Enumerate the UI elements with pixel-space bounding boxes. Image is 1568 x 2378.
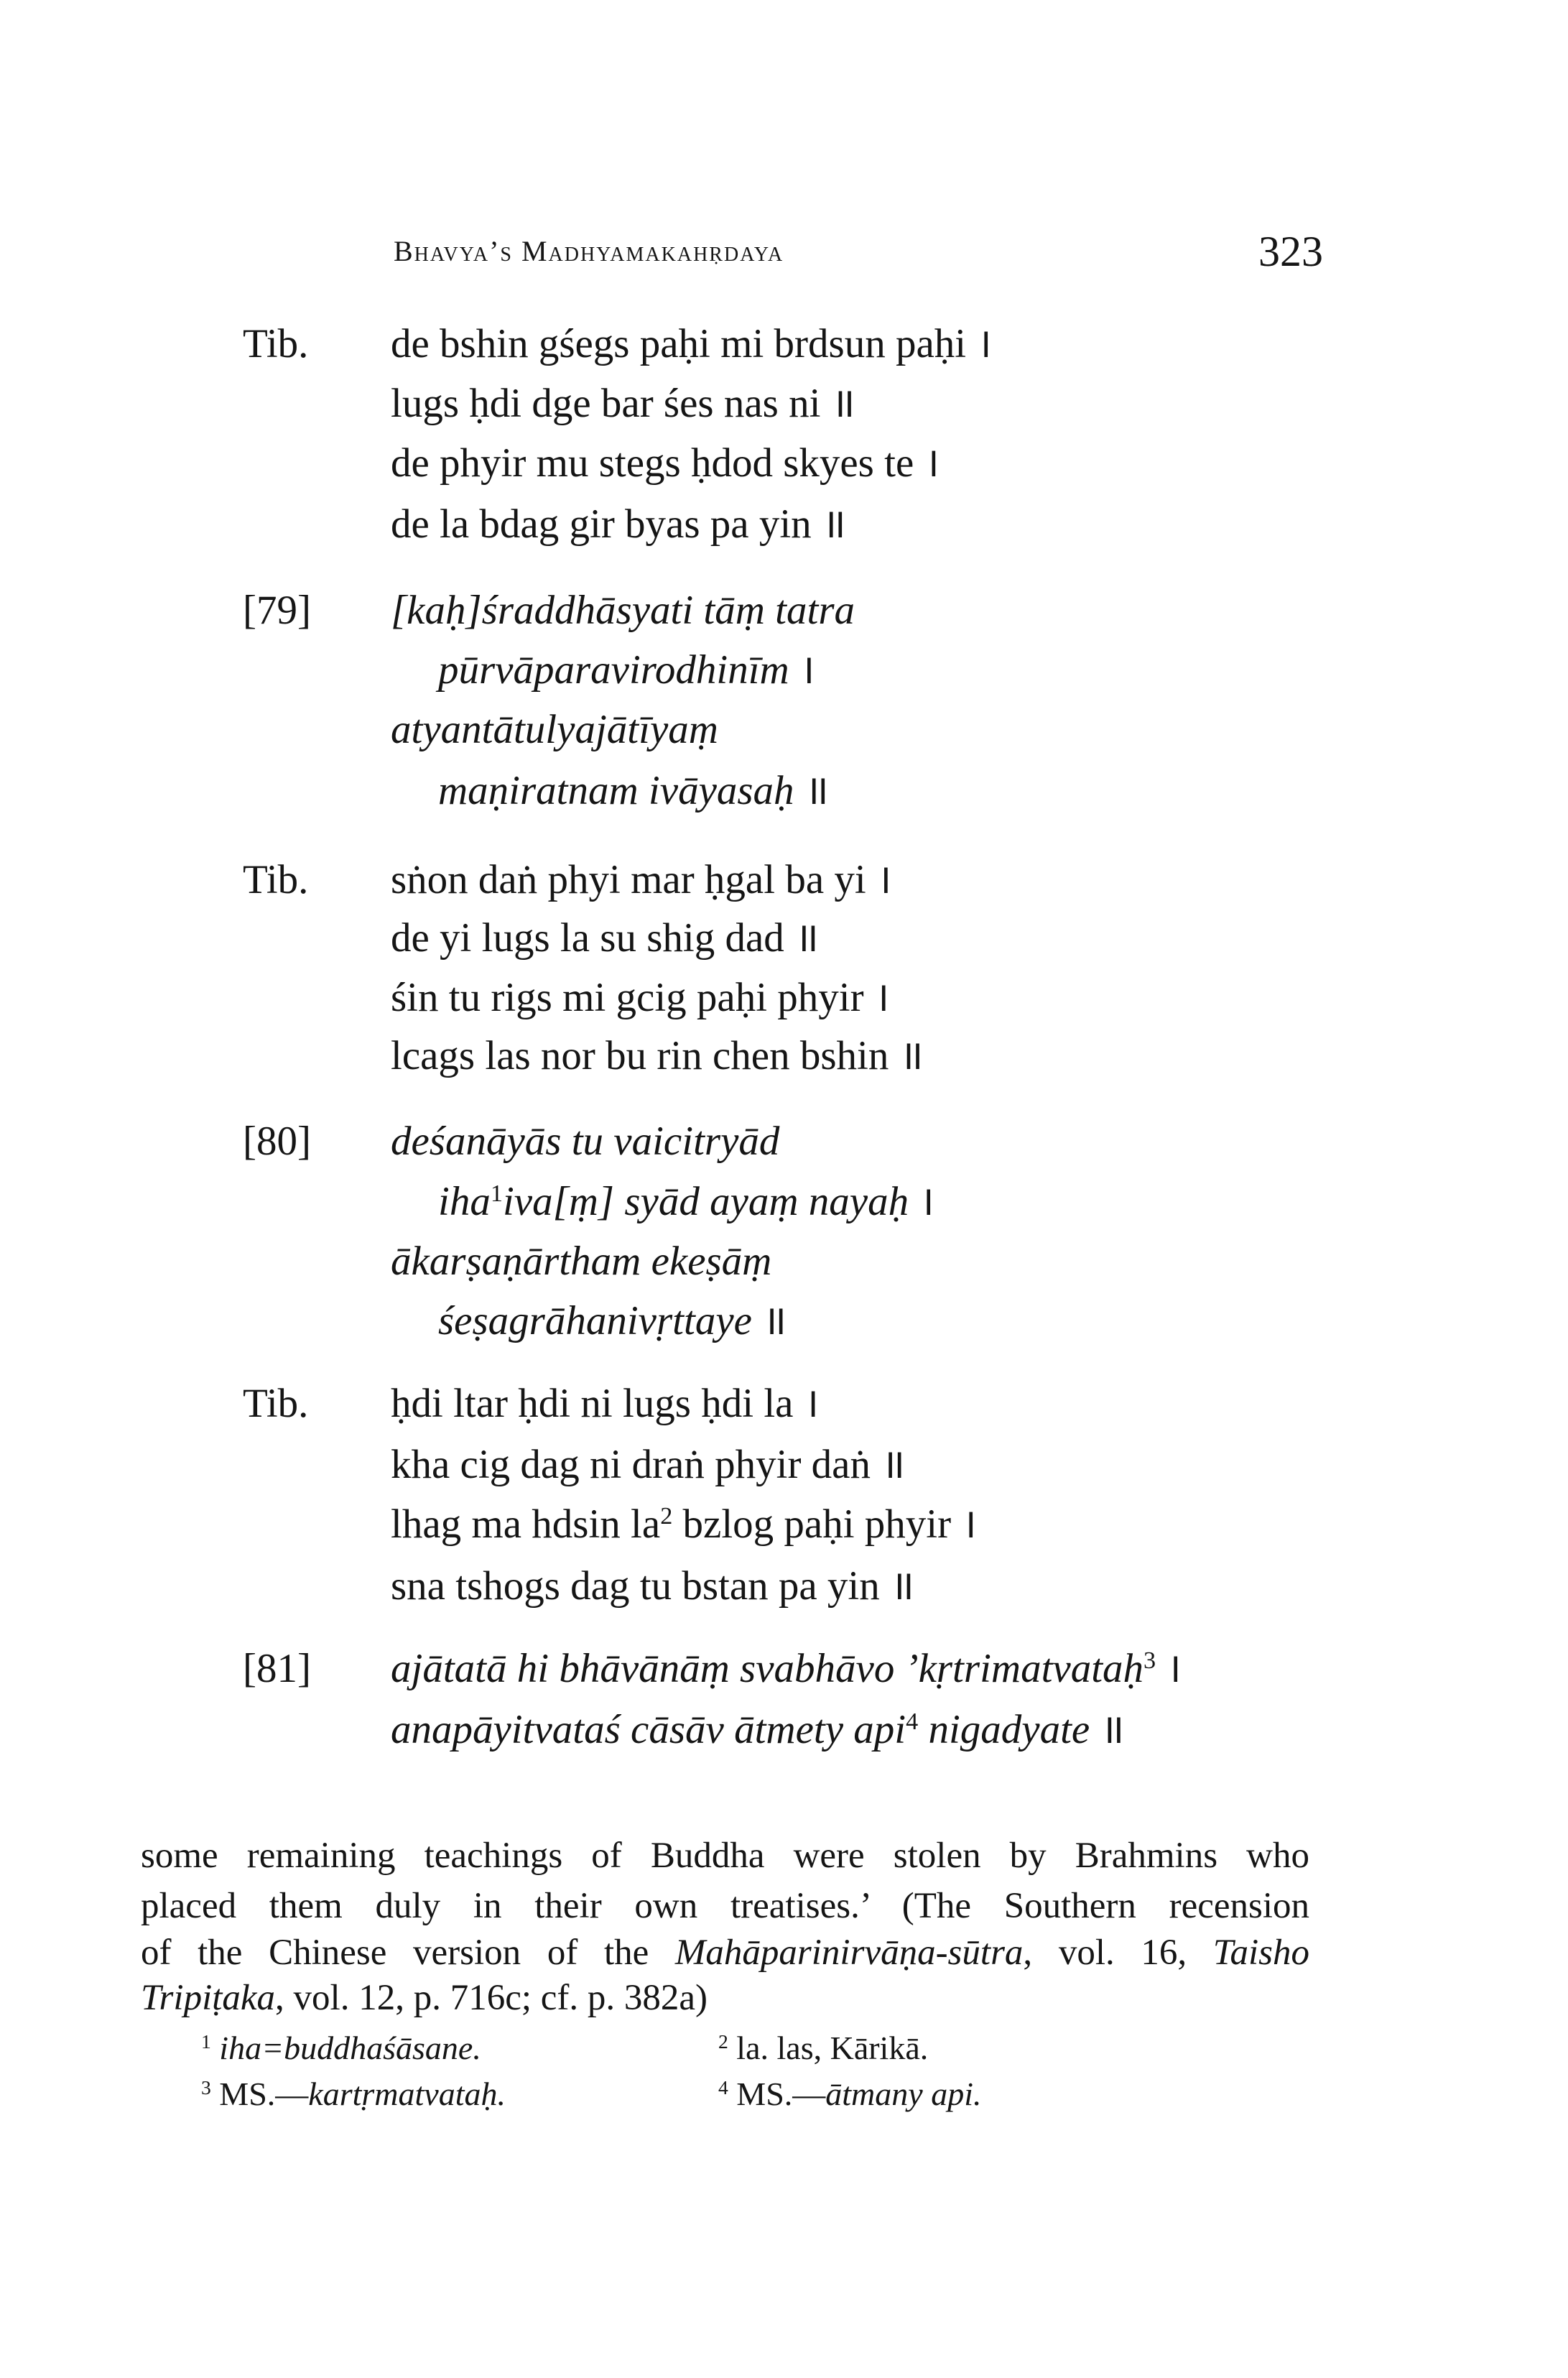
text-run: ।	[909, 1179, 934, 1224]
page-number: 323	[1258, 228, 1323, 275]
text-run: de la bdag gir byas pa yin ॥	[391, 501, 847, 547]
verse-number: [80]	[243, 1119, 311, 1164]
text-run: ।	[789, 647, 815, 693]
text-run: kha cig dag ni draṅ phyir daṅ ॥	[391, 1442, 906, 1487]
verse-line	[391, 1563, 915, 1609]
footnote-ref: 2	[718, 2030, 728, 2053]
text-run: la. las, Kārikā.	[728, 2030, 929, 2066]
footnote-ref: 1	[201, 2030, 211, 2053]
verse-line	[391, 440, 940, 486]
footnote	[201, 2078, 506, 2111]
text-run: deśanāyās tu vaicitryād	[391, 1119, 780, 1164]
text-run: ॥	[751, 1298, 787, 1343]
running-title: Bhavya’s Madhyamakahṛdaya	[394, 235, 784, 267]
verse-line	[391, 859, 892, 900]
text-run: iha=buddhaśāsane.	[219, 2030, 481, 2066]
text-run: Taisho	[1212, 1933, 1309, 1973]
tibetan-label: Tib.	[243, 1381, 309, 1426]
verse-line	[438, 1300, 787, 1341]
text-run: ।	[1156, 1646, 1182, 1691]
text-run: sṅon daṅ phyi mar ḥgal ba yi ।	[391, 857, 892, 902]
footnote-ref: 3	[1143, 1647, 1156, 1675]
text-run: of the Chinese version of the	[141, 1933, 675, 1973]
verse-line	[391, 501, 847, 547]
text-run: ākarṣaṇārtham ekeṣāṃ	[391, 1239, 772, 1284]
verse-line	[391, 1121, 779, 1162]
verse-line	[391, 323, 992, 364]
text-run: kartṛmatvataḥ.	[308, 2076, 506, 2112]
footnote-ref: 3	[201, 2076, 211, 2099]
text-run: Mahāparinirvāṇa-sūtra	[674, 1933, 1024, 1973]
verse-line	[391, 1504, 977, 1545]
text-run: ātmany api.	[825, 2076, 982, 2112]
verse-number: [79]	[243, 588, 311, 633]
text-run: MS.—	[728, 2076, 826, 2112]
footnote-prose-line	[141, 1838, 1309, 1874]
text-run: nigadyate	[918, 1707, 1090, 1752]
text-run: de bshin gśegs paḥi mi brdsun paḥi ।	[391, 321, 992, 366]
tibetan-label: Tib.	[243, 857, 309, 902]
verse-line	[391, 1444, 905, 1485]
verse-line	[391, 1035, 924, 1076]
verse-number: [81]	[243, 1646, 311, 1691]
text-run: sna tshogs dag tu bstan pa yin ॥	[391, 1563, 915, 1609]
text-run: iva[ṃ] syād ayaṃ nayaḥ	[502, 1179, 909, 1224]
text-run: anapāyitvataś cāsāv ātmety api	[391, 1707, 906, 1752]
footnote	[201, 2032, 481, 2065]
text-run: atyantātulyajātīyaṃ	[391, 707, 718, 752]
verse-line	[391, 590, 855, 631]
text-run: de yi lugs la su shig dad ॥	[391, 915, 820, 961]
text-run: śeṣagrāhanivṛttaye	[438, 1298, 752, 1343]
text-run: iha	[438, 1179, 491, 1224]
footnote-prose-line	[141, 1888, 1309, 1925]
text-run: MS.—	[210, 2076, 309, 2112]
text-run: ॥	[794, 768, 829, 813]
text-run: ॥	[1090, 1707, 1125, 1752]
verse-line	[391, 1648, 1182, 1689]
text-run: ajātatā hi bhāvānāṃ svabhāvo ’kṛtrimatvataḥ	[391, 1646, 1144, 1691]
text-run	[211, 2030, 220, 2066]
footnote-ref: 4	[906, 1708, 919, 1736]
verse-line	[391, 977, 889, 1018]
text-run: lugs ḥdi dge bar śes nas ni ॥	[391, 381, 855, 426]
verse-line	[391, 1383, 819, 1424]
verse-line	[438, 770, 829, 811]
text-run: placed them duly in their own treatises.’ (The Southern recension	[141, 1886, 1309, 1926]
text-run: lhag ma hdsin la	[391, 1502, 661, 1547]
footnote-ref: 2	[660, 1503, 673, 1530]
text-run: maṇiratnam ivāyasaḥ	[438, 768, 794, 813]
text-run: de phyir mu stegs ḥdod skyes te ।	[391, 440, 940, 486]
text-run: lcags las nor bu rin chen bshin ॥	[391, 1033, 924, 1078]
verse-line	[391, 709, 718, 750]
text-run: Tripiṭaka	[141, 1978, 276, 2018]
text-run: bzlog paḥi phyir ।	[672, 1502, 977, 1547]
footnote-ref: 4	[718, 2076, 728, 2099]
verse-line	[391, 915, 820, 961]
verse-line	[438, 647, 815, 693]
footnote-prose-line	[141, 1935, 1309, 1971]
text-run: ḥdi ltar ḥdi ni lugs ḥdi la ।	[391, 1381, 820, 1426]
text-run: śin tu rigs mi gcig paḥi phyir ।	[391, 975, 890, 1020]
text-run: some remaining teachings of Buddha were stolen by Brahmins who	[141, 1836, 1309, 1876]
footnote	[718, 2032, 928, 2065]
text-run: , vol. 12, p. 716c; cf. p. 382a)	[275, 1978, 708, 2018]
footnote	[718, 2078, 981, 2111]
verse-line	[391, 1241, 771, 1282]
text-run: , vol. 16,	[1023, 1933, 1213, 1973]
tibetan-label: Tib.	[243, 321, 309, 366]
footnote-prose-line	[141, 1980, 708, 2017]
text-run: pūrvāparavirodhinīm	[438, 647, 789, 693]
verse-line	[391, 383, 855, 424]
text-run: [kaḥ]śraddhāsyati tāṃ tatra	[391, 588, 855, 633]
verse-line	[438, 1181, 934, 1222]
footnote-ref: 1	[490, 1180, 503, 1208]
verse-line	[391, 1709, 1125, 1750]
